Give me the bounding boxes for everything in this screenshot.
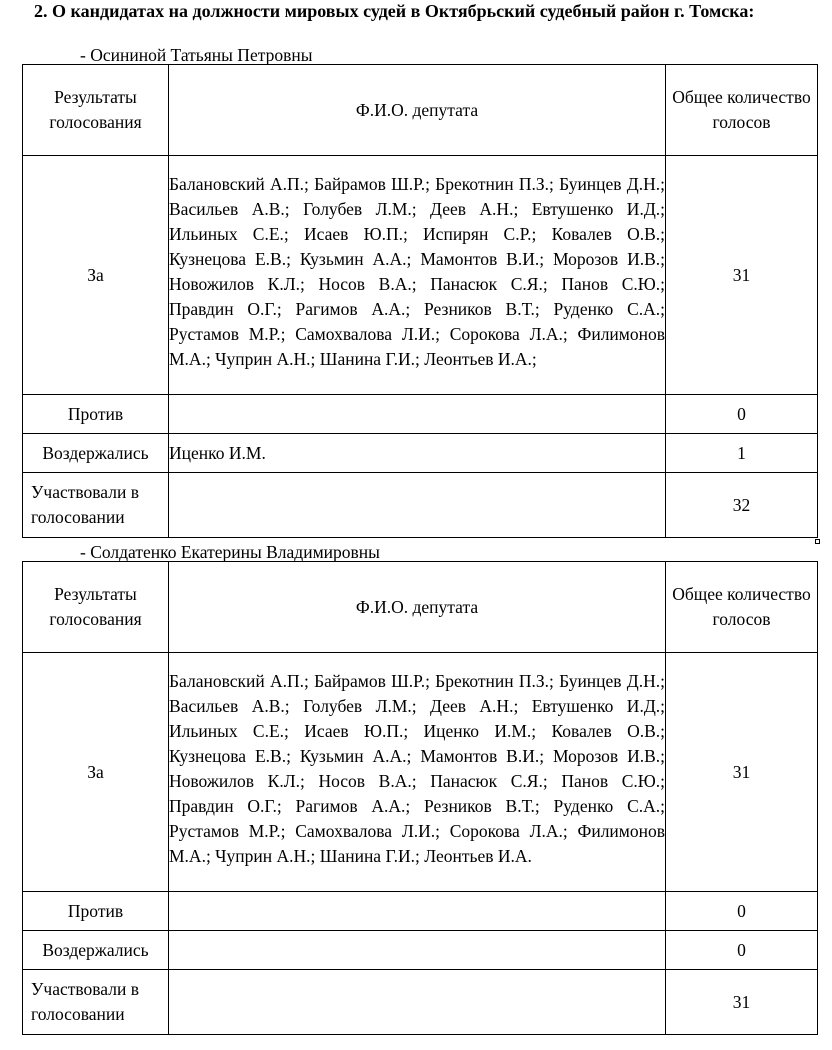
row-label: Участвовали в голосовании	[23, 970, 169, 1035]
row-label: За	[23, 156, 169, 395]
row-label: Против	[23, 892, 169, 931]
vote-count: 31	[666, 156, 818, 395]
table-header-row	[23, 562, 818, 653]
deputy-list	[169, 156, 666, 395]
deputy-names	[169, 970, 666, 1035]
vote-table	[22, 64, 818, 538]
row-label: Воздержались	[23, 931, 169, 970]
table-row	[23, 970, 818, 1035]
vote-count: 0	[666, 395, 818, 434]
deputy-names	[169, 395, 666, 434]
header-deputy-name: Ф.И.О. депутата	[169, 562, 666, 653]
deputy-list	[169, 653, 666, 892]
header-vote-count: Общее количество голосов	[666, 65, 818, 156]
section-heading: 2. О кандидатах на должности мировых судей в Октябрьский судебный район г. Томска:	[34, 1, 755, 21]
row-label: Против	[23, 395, 169, 434]
deputy-names	[169, 892, 666, 931]
table-header-row	[23, 65, 818, 156]
header-results: Результаты голосования	[23, 562, 169, 653]
vote-count: 31	[666, 653, 818, 892]
header-deputy-name: Ф.И.О. депутата	[169, 65, 666, 156]
row-label: Участвовали в голосовании	[23, 473, 169, 538]
row-label: За	[23, 653, 169, 892]
table-row	[23, 156, 818, 395]
vote-table	[22, 561, 818, 1035]
deputy-names: Иценко И.М.	[169, 434, 666, 473]
vote-count: 31	[666, 970, 818, 1035]
deputy-names	[169, 473, 666, 538]
header-vote-count: Общее количество голосов	[666, 562, 818, 653]
vote-count: 1	[666, 434, 818, 473]
candidate-name: - Солдатенко Екатерины Владимировны	[80, 542, 380, 562]
vote-count: 0	[666, 931, 818, 970]
deputy-names: Балановский А.П.; Байрамов Ш.Р.; Брекотнин П.З.; Буинцев Д.Н.; Васильев А.В.; Голубев Л.М.; Деев А.Н.; Евтушенко И.Д.; Ильиных С.Е.; Исаев Ю.П.; Иценко И.М.; Ковалев О.В.; Кузнецова Е.В.; Кузьмин А.А.; Мамонтов В.И.; Морозов И.В.; Новожилов К.Л.; Носов В.А.; Панасюк С.Я.; Панов С.Ю.; Правдин О.Г.; Рагимов А.А.; Резников В.Т.; Руденко С.А.; Рустамов М.Р.; Самохвалова Л.И.; Сорокова Л.А.; Филимонов М.А.; Чуприн А.Н.; Шанина Г.И.; Леонтьев И.А.	[169, 671, 665, 866]
vote-count: 0	[666, 892, 818, 931]
deputy-names: Балановский А.П.; Байрамов Ш.Р.; Брекотнин П.З.; Буинцев Д.Н.; Васильев А.В.; Голубев Л.М.; Деев А.Н.; Евтушенко И.Д.; Ильиных С.Е.; Исаев Ю.П.; Испирян С.Р.; Ковалев О.В.; Кузнецова Е.В.; Кузьмин А.А.; Мамонтов В.И.; Морозов И.В.; Новожилов К.Л.; Носов В.А.; Панасюк С.Я.; Панов С.Ю.; Правдин О.Г.; Рагимов А.А.; Резников В.Т.; Руденко С.А.; Рустамов М.Р.; Самохвалова Л.И.; Сорокова Л.А.; Филимонов М.А.; Чуприн А.Н.; Шанина Г.И.; Леонтьев И.А.;	[169, 174, 665, 369]
deputy-names	[169, 931, 666, 970]
table-row	[23, 473, 818, 538]
table-resize-handle[interactable]	[815, 539, 820, 544]
row-label: Воздержались	[23, 434, 169, 473]
table-row	[23, 434, 818, 473]
table-row	[23, 653, 818, 892]
table-row	[23, 892, 818, 931]
table-row	[23, 931, 818, 970]
candidate-name: - Осининой Татьяны Петровны	[80, 45, 313, 65]
header-results: Результаты голосования	[23, 65, 169, 156]
vote-count: 32	[666, 473, 818, 538]
table-row	[23, 395, 818, 434]
